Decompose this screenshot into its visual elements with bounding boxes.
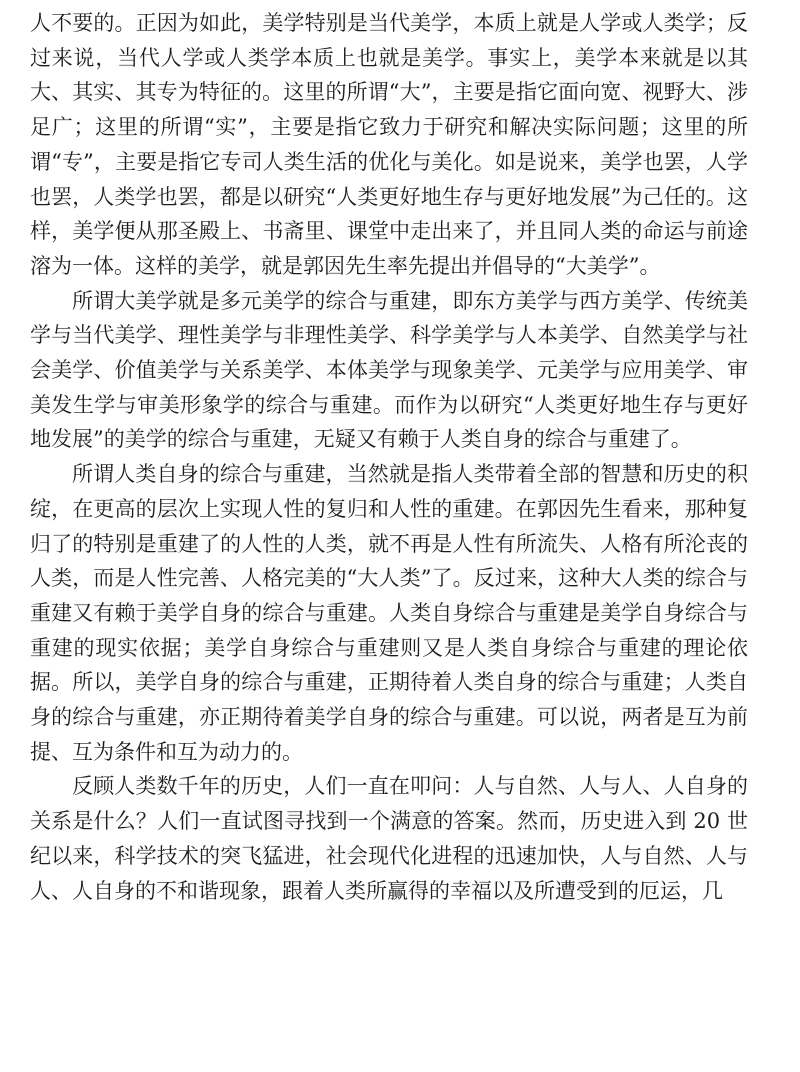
paragraph-3: 所谓人类自身的综合与重建，当然就是指人类带着全部的智慧和历史的积绽，在更高的层次上实现人性的复归和人性的重建。在郭因先生看来，那种复归了的特别是重建了的人性的人类，就不再是人性有所流失、人格有所沦丧的人类，而是人性完善、人格完美的“大人类”了。反过来，这种大人类的综合与重建又有赖于美学自身的综合与重建。人类自身综合与重建是美学自身综合与重建的现实依据；美学自身综合与重建则又是人类自身综合与重建的理论依据。所以，美学自身的综合与重建，正期待着人类自身的综合与重建；人类自身的综合与重建，亦正期待着美学自身的综合与重建。可以说，两者是互为前提、互为条件和互为动力的。 xyxy=(30,462,748,764)
paragraph-4: 反顾人类数千年的历史，人们一直在叩问：人与自然、人与人、人自身的关系是什么？人们一直试图寻找到一个满意的答案。然而，历史进入到 20 世纪以来，科学技术的突飞猛进，社会现代化进程的迅速加快，人与自然、人与人、人自身的不和谐现象，跟着人类所赢得的幸福以及所遭受到的厄运，几 xyxy=(30,774,748,903)
document-page xyxy=(30,6,748,908)
paragraph-2: 所谓大美学就是多元美学的综合与重建，即东方美学与西方美学、传统美学与当代美学、理性美学与非理性美学、科学美学与人本美学、自然美学与社会美学、价值美学与关系美学、本体美学与现象美学、元美学与应用美学、审美发生学与审美形象学的综合与重建。而作为以研究“人类更好地生存与更好地发展”的美学的综合与重建，无疑又有赖于人类自身的综合与重建了。 xyxy=(30,288,748,452)
paragraph-1: 人不要的。正因为如此，美学特别是当代美学，本质上就是人学或人类学；反过来说，当代人学或人类学本质上也就是美学。事实上，美学本来就是以其大、其实、其专为特征的。这里的所谓“大”，主要是指它面向宽、视野大、涉足广；这里的所谓“实”，主要是指它致力于研究和解决实际问题；这里的所谓“专”，主要是指它专司人类生活的优化与美化。如是说来，美学也罢，人学也罢，人类学也罢，都是以研究“人类更好地生存与更好地发展”为己任的。这样，美学便从那圣殿上、书斋里、课堂中走出来了，并且同人类的命运与前途溶为一体。这样的美学，就是郭因先生率先提出并倡导的“大美学”。 xyxy=(30,11,748,278)
